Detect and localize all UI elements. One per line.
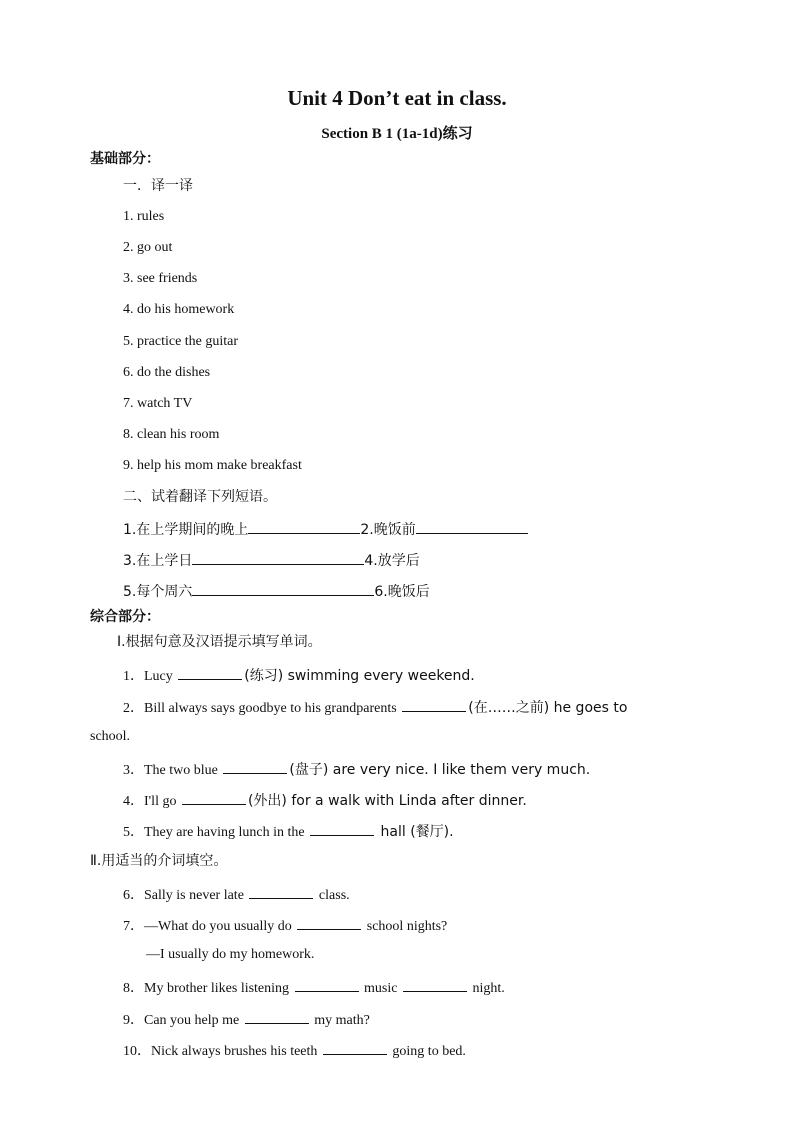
question-10: 10．Nick always brushes his teeth going to bed. xyxy=(123,1040,466,1061)
answer-blank[interactable] xyxy=(416,519,528,534)
part1-item: 4. do his homework xyxy=(123,302,235,317)
question-4: 4．I'll go (外出) for a walk with Linda after dinner. xyxy=(123,790,527,811)
phrase-prompt: 6.晚饭后 xyxy=(374,584,430,600)
part1-item: 2. go out xyxy=(123,240,173,255)
answer-blank[interactable] xyxy=(223,759,287,774)
comprehensive-section-header: 综合部分： xyxy=(90,609,160,625)
phrase-prompt: 2.晚饭前 xyxy=(360,522,416,538)
answer-blank[interactable] xyxy=(310,821,374,836)
question-2: 2．Bill always says goodbye to his grandparents (在……之前) he goes to xyxy=(123,697,627,718)
part2-row xyxy=(123,550,420,570)
question-3: 3．The two blue (盘子) are very nice. I like them very much. xyxy=(123,759,590,780)
question-8: 8．My brother likes listening music night. xyxy=(123,977,505,998)
answer-blank[interactable] xyxy=(248,519,360,534)
section-ii-heading: Ⅱ.用适当的介词填空。 xyxy=(90,853,228,869)
phrase-prompt: 1.在上学期间的晚上 xyxy=(123,522,249,538)
part2-row xyxy=(123,581,430,601)
worksheet-title: Unit 4 Don’t eat in class. xyxy=(287,86,507,110)
question-9: 9．Can you help me my math? xyxy=(123,1009,370,1030)
question-5: 5．They are having lunch in the hall (餐厅). xyxy=(123,821,454,842)
answer-blank[interactable] xyxy=(249,884,313,899)
question-2-continuation: school. xyxy=(90,729,131,744)
answer-blank[interactable] xyxy=(403,977,467,992)
answer-blank[interactable] xyxy=(245,1009,309,1024)
answer-blank[interactable] xyxy=(178,665,242,680)
basic-section-header: 基础部分： xyxy=(90,151,160,167)
question-1: 1．Lucy (练习) swimming every weekend. xyxy=(123,665,475,686)
phrase-prompt: 5.每个周六 xyxy=(123,584,193,600)
worksheet-subtitle: Section B 1 (1a-1d)练习 xyxy=(321,126,473,142)
part1-item: 5. practice the guitar xyxy=(123,334,239,349)
answer-blank[interactable] xyxy=(192,581,374,596)
part1-item: 3. see friends xyxy=(123,271,198,286)
answer-blank[interactable] xyxy=(192,550,364,565)
part1-item: 1. rules xyxy=(123,209,165,224)
part1-item: 6. do the dishes xyxy=(123,365,211,380)
question-7-answer: —I usually do my homework. xyxy=(146,947,315,962)
question-6: 6．Sally is never late class. xyxy=(123,884,350,905)
part1-heading: 一．译一译 xyxy=(123,178,193,194)
part1-item: 8. clean his room xyxy=(123,427,220,442)
answer-blank[interactable] xyxy=(297,915,361,930)
section-i-heading: Ⅰ.根据句意及汉语提示填写单词。 xyxy=(117,634,322,650)
answer-blank[interactable] xyxy=(182,790,246,805)
answer-blank[interactable] xyxy=(402,697,466,712)
part2-heading: 二、试着翻译下列短语。 xyxy=(123,489,277,505)
question-7: 7．—What do you usually do school nights? xyxy=(123,915,447,936)
phrase-prompt: 4.放学后 xyxy=(364,553,420,569)
part2-row xyxy=(123,519,528,539)
part1-item: 7. watch TV xyxy=(123,396,193,411)
phrase-prompt: 3.在上学日 xyxy=(123,553,193,569)
part1-item: 9. help his mom make breakfast xyxy=(123,458,302,473)
answer-blank[interactable] xyxy=(323,1040,387,1055)
answer-blank[interactable] xyxy=(295,977,359,992)
